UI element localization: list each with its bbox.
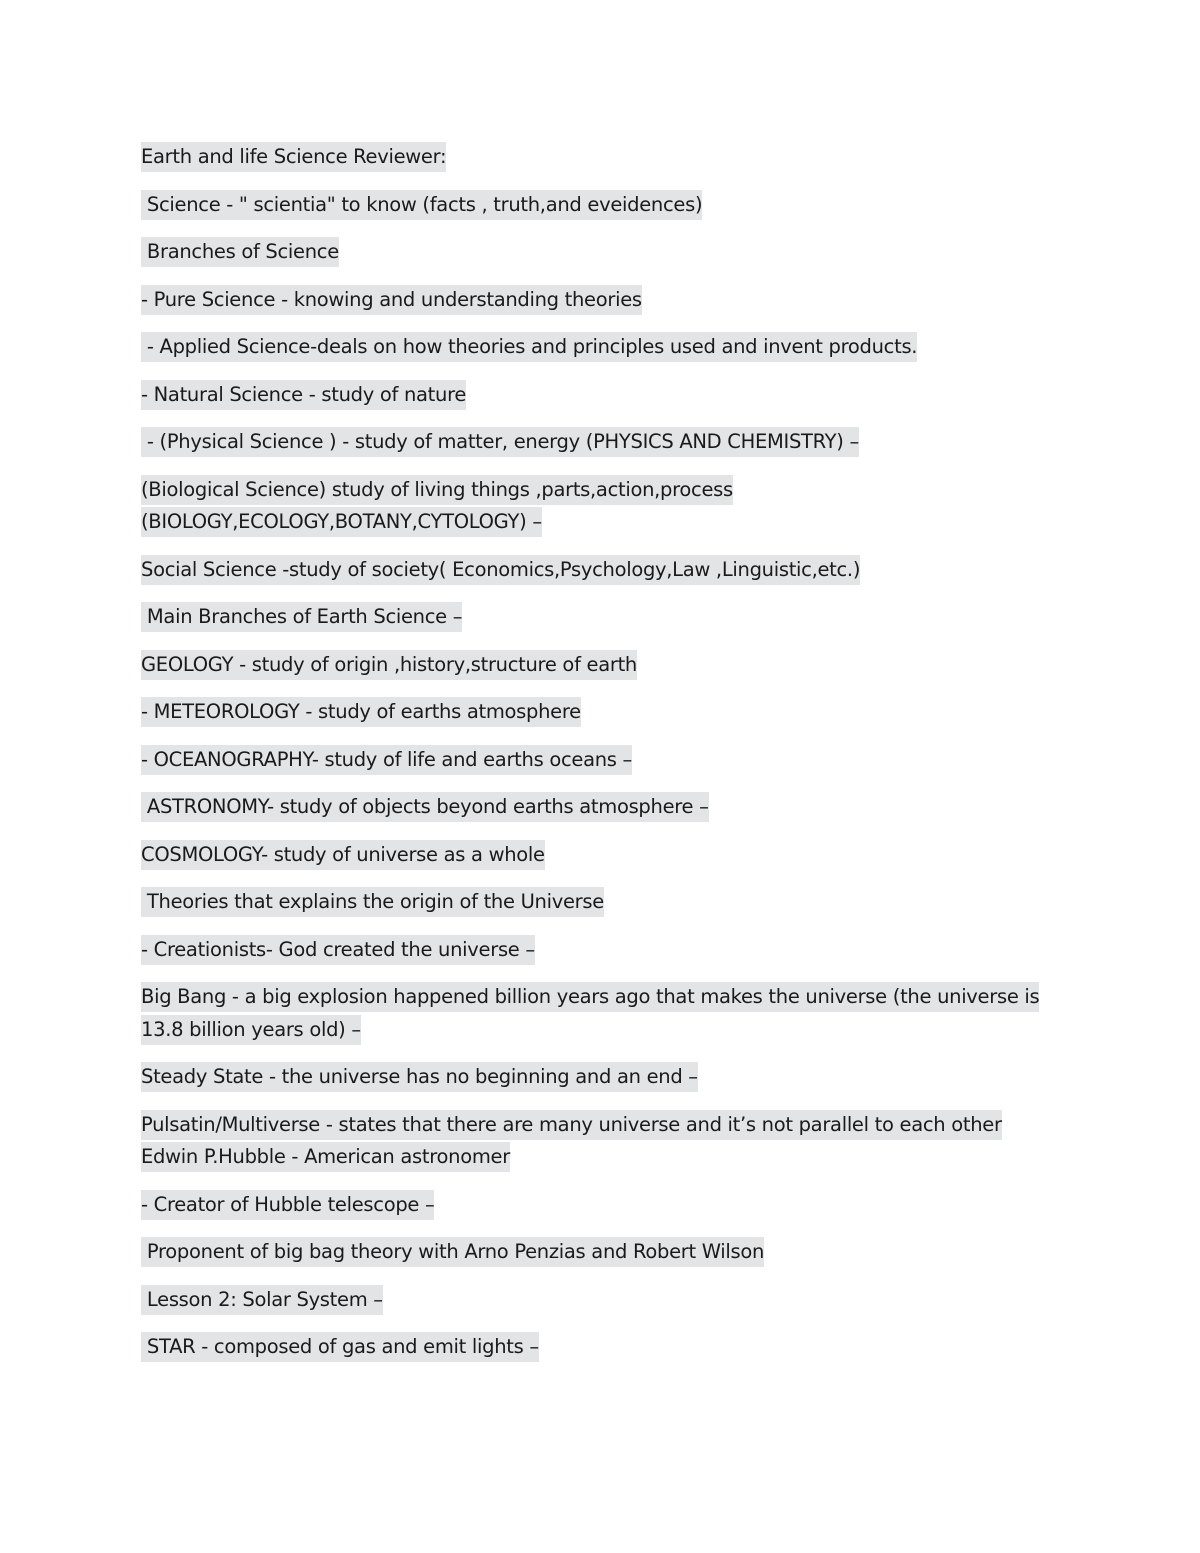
- paragraph-natural-science: - Natural Science - study of nature: [141, 379, 1071, 412]
- paragraph-cosmology: COSMOLOGY- study of universe as a whole: [141, 839, 1071, 872]
- paragraph-astronomy: ASTRONOMY- study of objects beyond earths atmosphere –: [141, 791, 1071, 824]
- paragraph-oceanography: - OCEANOGRAPHY- study of life and earths oceans –: [141, 744, 1071, 777]
- paragraph-star: STAR - composed of gas and emit lights –: [141, 1331, 1071, 1364]
- paragraph-meteorology: - METEOROLOGY - study of earths atmosphere: [141, 696, 1071, 729]
- paragraph-lesson-2: Lesson 2: Solar System –: [141, 1284, 1071, 1317]
- paragraph-geology: GEOLOGY - study of origin ,history,structure of earth: [141, 649, 1071, 682]
- paragraph-social-science: Social Science -study of society( Economics,Psychology,Law ,Linguistic,etc.): [141, 554, 1071, 587]
- paragraph-pure-science: - Pure Science - knowing and understanding theories: [141, 284, 1071, 317]
- paragraph-science-definition: Science - " scientia" to know (facts , truth,and eveidences): [141, 189, 1071, 222]
- paragraph-biological-science: (Biological Science) study of living things ,parts,action,process (BIOLOGY,ECOLOGY,BOTANY,CYTOLOGY) –: [141, 474, 761, 539]
- paragraph-multiverse-hubble: Pulsatin/Multiverse - states that there are many universe and it’s not parallel to each other Edwin P.Hubble - American astronomer: [141, 1109, 1046, 1174]
- paragraph-steady-state: Steady State - the universe has no beginning and an end –: [141, 1061, 1071, 1094]
- paragraph-big-bang: Big Bang - a big explosion happened billion years ago that makes the universe (the universe is 13.8 billion years old) –: [141, 981, 1066, 1046]
- paragraph-hubble-telescope: - Creator of Hubble telescope –: [141, 1189, 1071, 1222]
- paragraph-creationists: - Creationists- God created the universe –: [141, 934, 1071, 967]
- paragraph-physical-science: - (Physical Science ) - study of matter, energy (PHYSICS AND CHEMISTRY) –: [141, 426, 1071, 459]
- paragraph-earth-science-heading: Main Branches of Earth Science –: [141, 601, 1071, 634]
- paragraph-theories-heading: Theories that explains the origin of the Universe: [141, 886, 1071, 919]
- paragraph-branches-heading: Branches of Science: [141, 236, 1071, 269]
- paragraph-applied-science: - Applied Science-deals on how theories and principles used and invent products.: [141, 331, 1071, 364]
- paragraph-proponent: Proponent of big bag theory with Arno Penzias and Robert Wilson: [141, 1236, 1071, 1269]
- document-body: [141, 141, 1071, 1379]
- paragraph-title: Earth and life Science Reviewer:: [141, 141, 1071, 174]
